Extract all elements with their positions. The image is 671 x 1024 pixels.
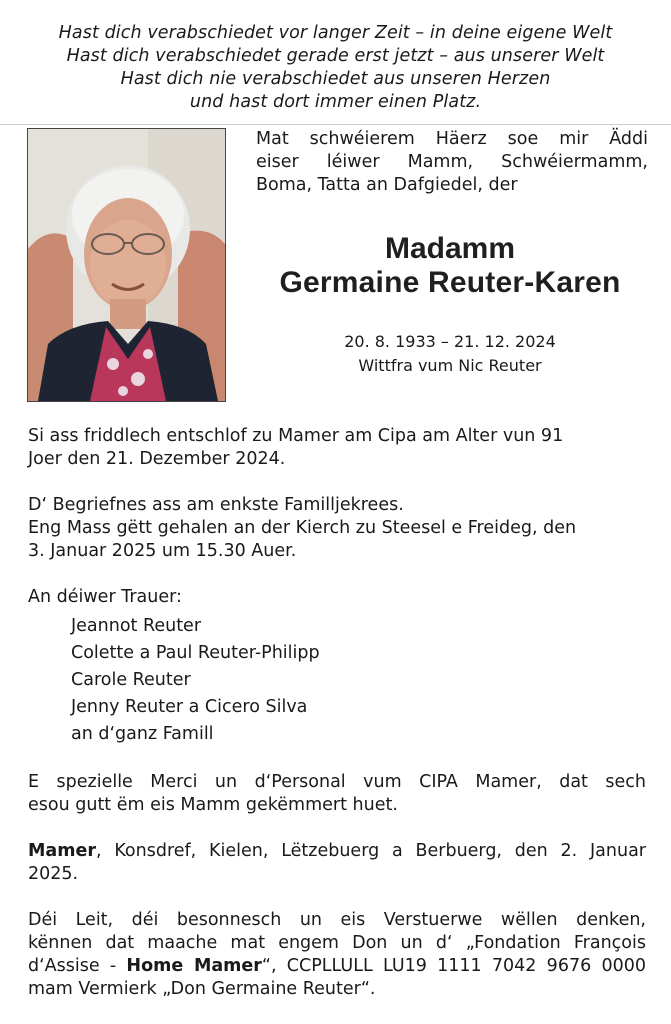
donation-home-name: Home Mamer	[126, 956, 262, 976]
life-dates: 20. 8. 1933 – 21. 12. 2024	[344, 332, 556, 351]
mourner-item: an d‘ganz Famill	[71, 724, 214, 744]
thanks-line: E spezielle Merci un d‘Personal vum CIPA Mamer, dat sech	[28, 772, 646, 792]
place-line: 2025.	[28, 864, 79, 884]
donation-iban: “, CCPLLULL LU19 1111 7042 9676 0000	[261, 956, 646, 976]
funeral-line: Eng Mass gëtt gehalen an der Kierch zu Steesel e Freideg, den	[28, 518, 577, 538]
funeral-paragraph	[28, 494, 646, 563]
thanks-line: esou gutt ëm eis Mamm gekëmmert huet.	[28, 795, 398, 815]
mourner-item: Jeannot Reuter	[71, 616, 202, 636]
place-bold: Mamer	[28, 841, 96, 861]
passing-line: Si ass friddlech entschlof zu Mamer am Cipa am Alter vun 91	[28, 426, 564, 446]
passing-line: Joer den 21. Dezember 2024.	[28, 449, 286, 469]
widow-of: Wittfra vum Nic Reuter	[358, 356, 542, 375]
deceased-title: Madamm	[384, 232, 516, 265]
life-dates-block	[240, 330, 660, 378]
donation-line: kënnen dat maache mat engem Don un d‘ „Fondation François	[28, 933, 646, 953]
mourner-item: Colette a Paul Reuter-Philipp	[71, 643, 320, 663]
mourners-lead: An déiwer Trauer:	[28, 587, 182, 607]
deceased-name: Germaine Reuter-Karen	[279, 266, 621, 299]
funeral-line: 3. Januar 2025 um 15.30 Auer.	[28, 541, 297, 561]
intro-text	[256, 128, 648, 197]
portrait-image	[28, 129, 225, 401]
obituary-body	[28, 425, 646, 1024]
poem-line: Hast dich verabschiedet gerade erst jetzt – aus unserer Welt	[66, 46, 605, 66]
funeral-line: D‘ Begriefnes ass am enkste Familljekrees.	[28, 495, 404, 515]
mourner-item: Jenny Reuter a Cicero Silva	[71, 697, 308, 717]
poem-line: Hast dich verabschiedet vor langer Zeit – in deine eigene Welt	[58, 23, 613, 43]
thanks-paragraph	[28, 771, 646, 817]
intro-line: Mat schwéierem Häerz soe mir Äddi	[256, 129, 648, 149]
donation-paragraph	[28, 909, 646, 1001]
portrait-photo	[27, 128, 226, 402]
mourner-list	[71, 613, 646, 748]
intro-line: Boma, Tatta an Dafgiedel, der	[256, 175, 518, 195]
donation-line: mam Vermierk „Don Germaine Reuter“.	[28, 979, 376, 999]
mourner-item: Carole Reuter	[71, 670, 191, 690]
poem-line: und hast dort immer einen Platz.	[189, 92, 482, 112]
poem-line: Hast dich nie verabschiedet aus unseren Herzen	[120, 69, 551, 89]
donation-text: d‘Assise -	[28, 956, 127, 976]
donation-line: Déi Leit, déi besonnesch un eis Verstuerwe wëllen denken,	[28, 910, 646, 930]
divider	[0, 124, 671, 125]
deceased-name-block	[240, 232, 660, 300]
mourners-section	[28, 586, 646, 748]
passing-paragraph	[28, 425, 646, 471]
intro-line: eiser léiwer Mamm, Schwéiermamm,	[256, 152, 648, 172]
place-line	[28, 840, 646, 863]
place-rest: , Konsdref, Kielen, Lëtzebuerg a Berbuerg, den 2. Januar	[95, 841, 646, 861]
donation-line	[28, 955, 646, 978]
place-paragraph	[28, 840, 646, 886]
memorial-poem	[0, 22, 671, 114]
